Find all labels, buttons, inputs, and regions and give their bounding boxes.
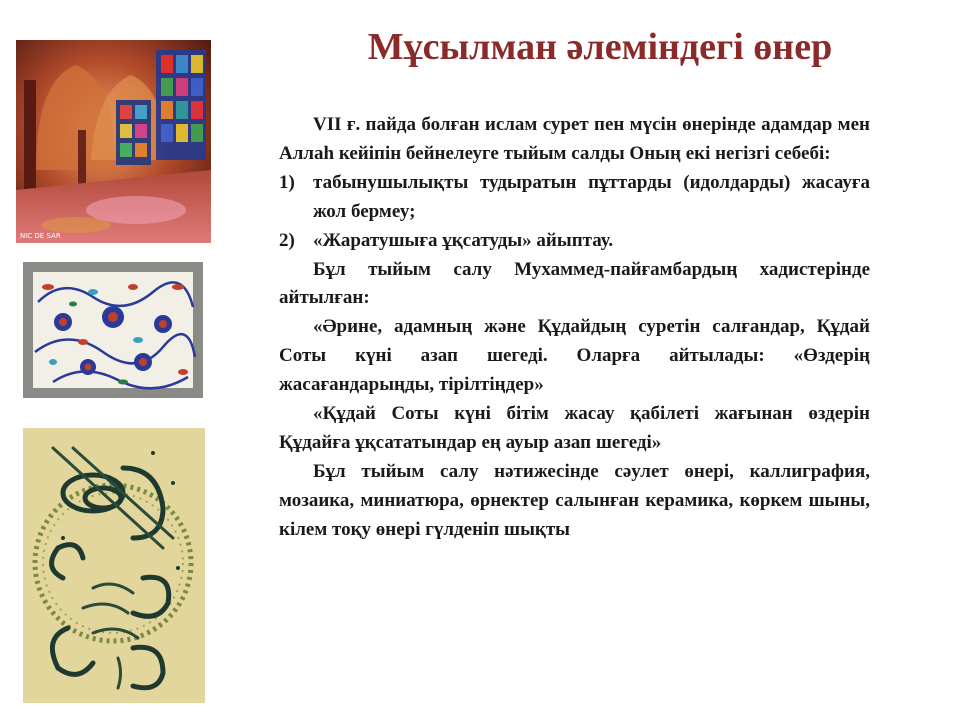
calligraphy-image [23,428,205,703]
list-item [279,169,870,227]
paragraph-quote-1: «Әрине, адамның және Құдайдың суретін салғандар, Құдай Соты күні азап шегеді. Оларға айтылады: «Өздерің жасағандарыңды, тірілтіңдер» [279,316,870,396]
slide-title: Мұсылман әлеміндегі өнер [367,26,833,68]
list-item-text: «Жаратушыға ұқсатуды» айыптау. [313,229,614,251]
mosque-interior-image [16,40,211,243]
paragraph-intro: VII ғ. пайда болған ислам сурет пен мүсін өнерінде адамдар мен Аллаһ кейіпін бейнелеуге тыйым салды Оның екі негізгі себебі: [279,114,870,164]
paragraph-result: Бұл тыйым салу нәтижесінде сәулет өнері, каллиграфия, мозаика, миниатюра, өрнектер салынған керамика, көркем шыны, кілем тоқу өнері гүлденіп шықты [279,460,870,540]
body-text [279,111,870,545]
paragraph-quote-2: «Құдай Соты күні бітім жасау қабілеті жағынан өздерін Құдайға ұқсататындар ең ауыр азап шегеді» [279,403,870,453]
ceramic-tile-image [23,262,203,398]
list-item [279,227,870,256]
watermark-text: NIC DE SAR [20,232,61,240]
list-item-text: табынушылықты тудыратын пұттарды (идолдарды) жасауға жол бермеу; [313,171,870,222]
list-item-number: 2) [279,229,295,251]
paragraph-hadith-intro: Бұл тыйым салу Мухаммед-пайғамбардың хадистерінде айтылған: [279,258,870,309]
list-item-number: 1) [279,171,295,193]
